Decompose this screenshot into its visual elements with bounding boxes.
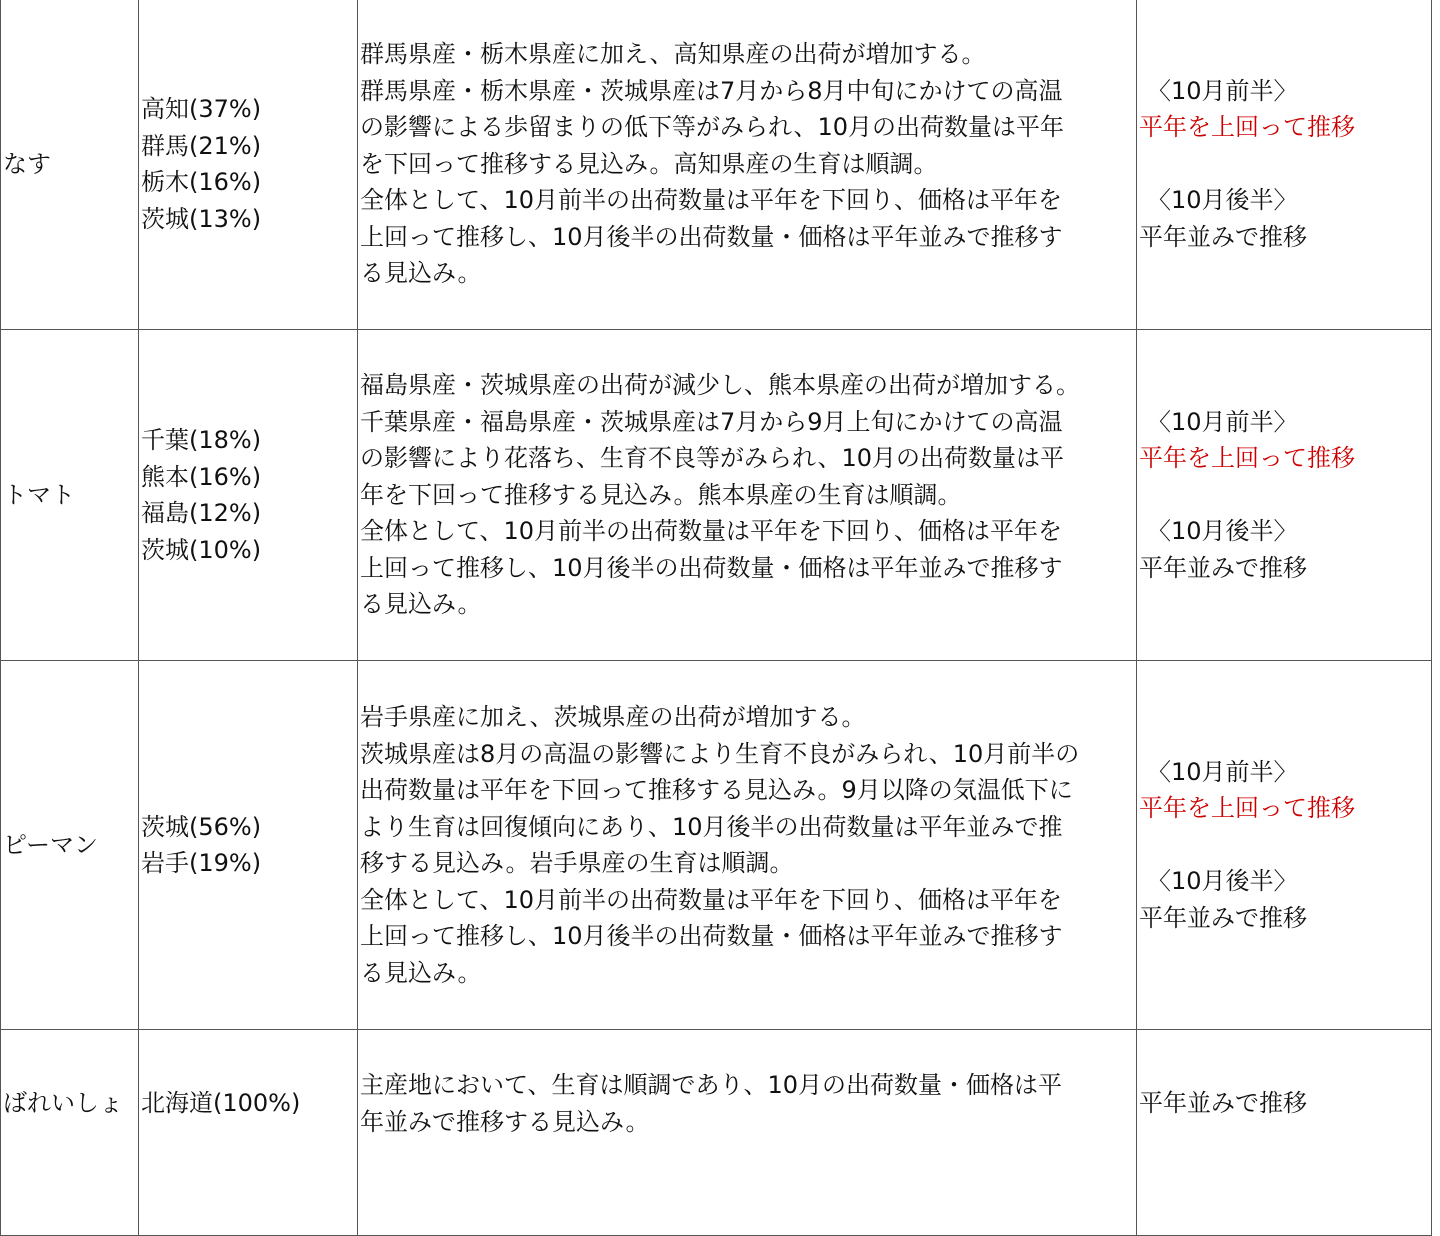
origin-share: 栃木(16%) xyxy=(141,168,262,196)
item-name: ばれいしょ xyxy=(1,1030,139,1236)
price-outlook xyxy=(1137,330,1432,661)
description-line: る見込み。 xyxy=(360,590,482,619)
origin-shares xyxy=(139,661,358,1030)
second-half-label: 〈10月後半〉 xyxy=(1147,186,1298,215)
description-line: 福島県産・茨城県産の出荷が減少し、熊本県産の出荷が増加する。 xyxy=(360,371,1080,400)
description-line: 年並みで推移する見込み。 xyxy=(360,1107,650,1136)
origin-share: 岩手(19%) xyxy=(141,849,262,877)
second-half-value: 平年並みで推移 xyxy=(1139,553,1307,582)
origin-share: 北海道(100%) xyxy=(141,1089,301,1117)
origin-share: 熊本(16%) xyxy=(141,462,262,491)
origin-shares xyxy=(139,330,358,661)
description-line: 岩手県産に加え、茨城県産の出荷が増加する。 xyxy=(360,703,866,731)
table-row-piman xyxy=(1,661,1432,1030)
second-half-value: 平年並みで推移 xyxy=(1139,222,1307,251)
description-line: を下回って推移する見込み。高知県産の生育は順調。 xyxy=(360,149,938,178)
supply-description xyxy=(358,661,1137,1030)
origin-shares xyxy=(139,1030,358,1236)
description-line: 上回って推移し、10月後半の出荷数量・価格は平年並みで推移す xyxy=(360,922,1063,950)
first-half-value: 平年を上回って推移 xyxy=(1139,444,1355,473)
table-row-bareisho xyxy=(1,1030,1432,1236)
first-half-value: 平年を上回って推移 xyxy=(1139,794,1355,823)
second-half-value: 平年並みで推移 xyxy=(1139,903,1307,932)
second-half-label: 〈10月後半〉 xyxy=(1147,867,1298,896)
description-line: る見込み。 xyxy=(360,958,482,987)
second-half-label: 〈10月後半〉 xyxy=(1147,517,1298,546)
item-name: ピーマン xyxy=(1,661,139,1030)
first-half-value: 平年を上回って推移 xyxy=(1139,113,1355,142)
description-line: 群馬県産・栃木県産・茨城県産は7月から8月中旬にかけての高温 xyxy=(360,76,1063,105)
price-outlook xyxy=(1137,0,1432,330)
origin-share: 茨城(56%) xyxy=(141,812,262,841)
description-line: 茨城県産は8月の高温の影響により生育不良がみられ、10月前半の xyxy=(360,739,1080,768)
description-line: 全体として、10月前半の出荷数量は平年を下回り、価格は平年を xyxy=(360,885,1063,914)
origin-share: 群馬(21%) xyxy=(141,131,262,160)
description-line: 移する見込み。岩手県産の生育は順調。 xyxy=(360,849,794,877)
description-line: 全体として、10月前半の出荷数量は平年を下回り、価格は平年を xyxy=(360,517,1063,546)
description-line: 年を下回って推移する見込み。熊本県産の生育は順調。 xyxy=(360,480,962,509)
description-line: 全体として、10月前半の出荷数量は平年を下回り、価格は平年を xyxy=(360,186,1063,215)
table-row-tomato xyxy=(1,330,1432,661)
description-line: 群馬県産・栃木県産に加え、高知県産の出荷が増加する。 xyxy=(360,40,986,69)
description-line: の影響による歩留まりの低下等がみられ、10月の出荷数量は平年 xyxy=(360,113,1064,142)
supply-description xyxy=(358,330,1137,661)
supply-description xyxy=(358,1030,1137,1236)
origin-share: 福島(12%) xyxy=(141,499,262,527)
origin-share: 茨城(10%) xyxy=(141,535,262,564)
description-line: 上回って推移し、10月後半の出荷数量・価格は平年並みで推移す xyxy=(360,222,1063,251)
first-half-label: 〈10月前半〉 xyxy=(1147,757,1298,786)
price-outlook xyxy=(1137,1030,1432,1236)
supply-description xyxy=(358,0,1137,330)
outlook-value: 平年並みで推移 xyxy=(1139,1089,1307,1117)
origin-share: 千葉(18%) xyxy=(141,426,262,454)
table-row-nasu xyxy=(1,0,1432,330)
origin-share: 高知(37%) xyxy=(141,95,262,123)
item-name: トマト xyxy=(1,330,139,661)
first-half-label: 〈10月前半〉 xyxy=(1147,76,1298,105)
description-line: 千葉県産・福島県産・茨城県産は7月から9月上旬にかけての高温 xyxy=(360,407,1063,436)
description-line: の影響により花落ち、生育不良等がみられ、10月の出荷数量は平 xyxy=(360,444,1064,473)
origin-share: 茨城(13%) xyxy=(141,204,262,233)
price-outlook xyxy=(1137,661,1432,1030)
description-line: 主産地において、生育は順調であり、10月の出荷数量・価格は平 xyxy=(360,1071,1063,1099)
description-line: 上回って推移し、10月後半の出荷数量・価格は平年並みで推移す xyxy=(360,553,1063,582)
first-half-label: 〈10月前半〉 xyxy=(1147,407,1298,436)
description-line: 出荷数量は平年を下回って推移する見込み。9月以降の気温低下に xyxy=(360,776,1073,804)
description-line: る見込み。 xyxy=(360,259,482,288)
description-line: より生育は回復傾向にあり、10月後半の出荷数量は平年並みで推 xyxy=(360,812,1063,841)
origin-shares xyxy=(139,0,358,330)
item-name: なす xyxy=(1,0,139,330)
